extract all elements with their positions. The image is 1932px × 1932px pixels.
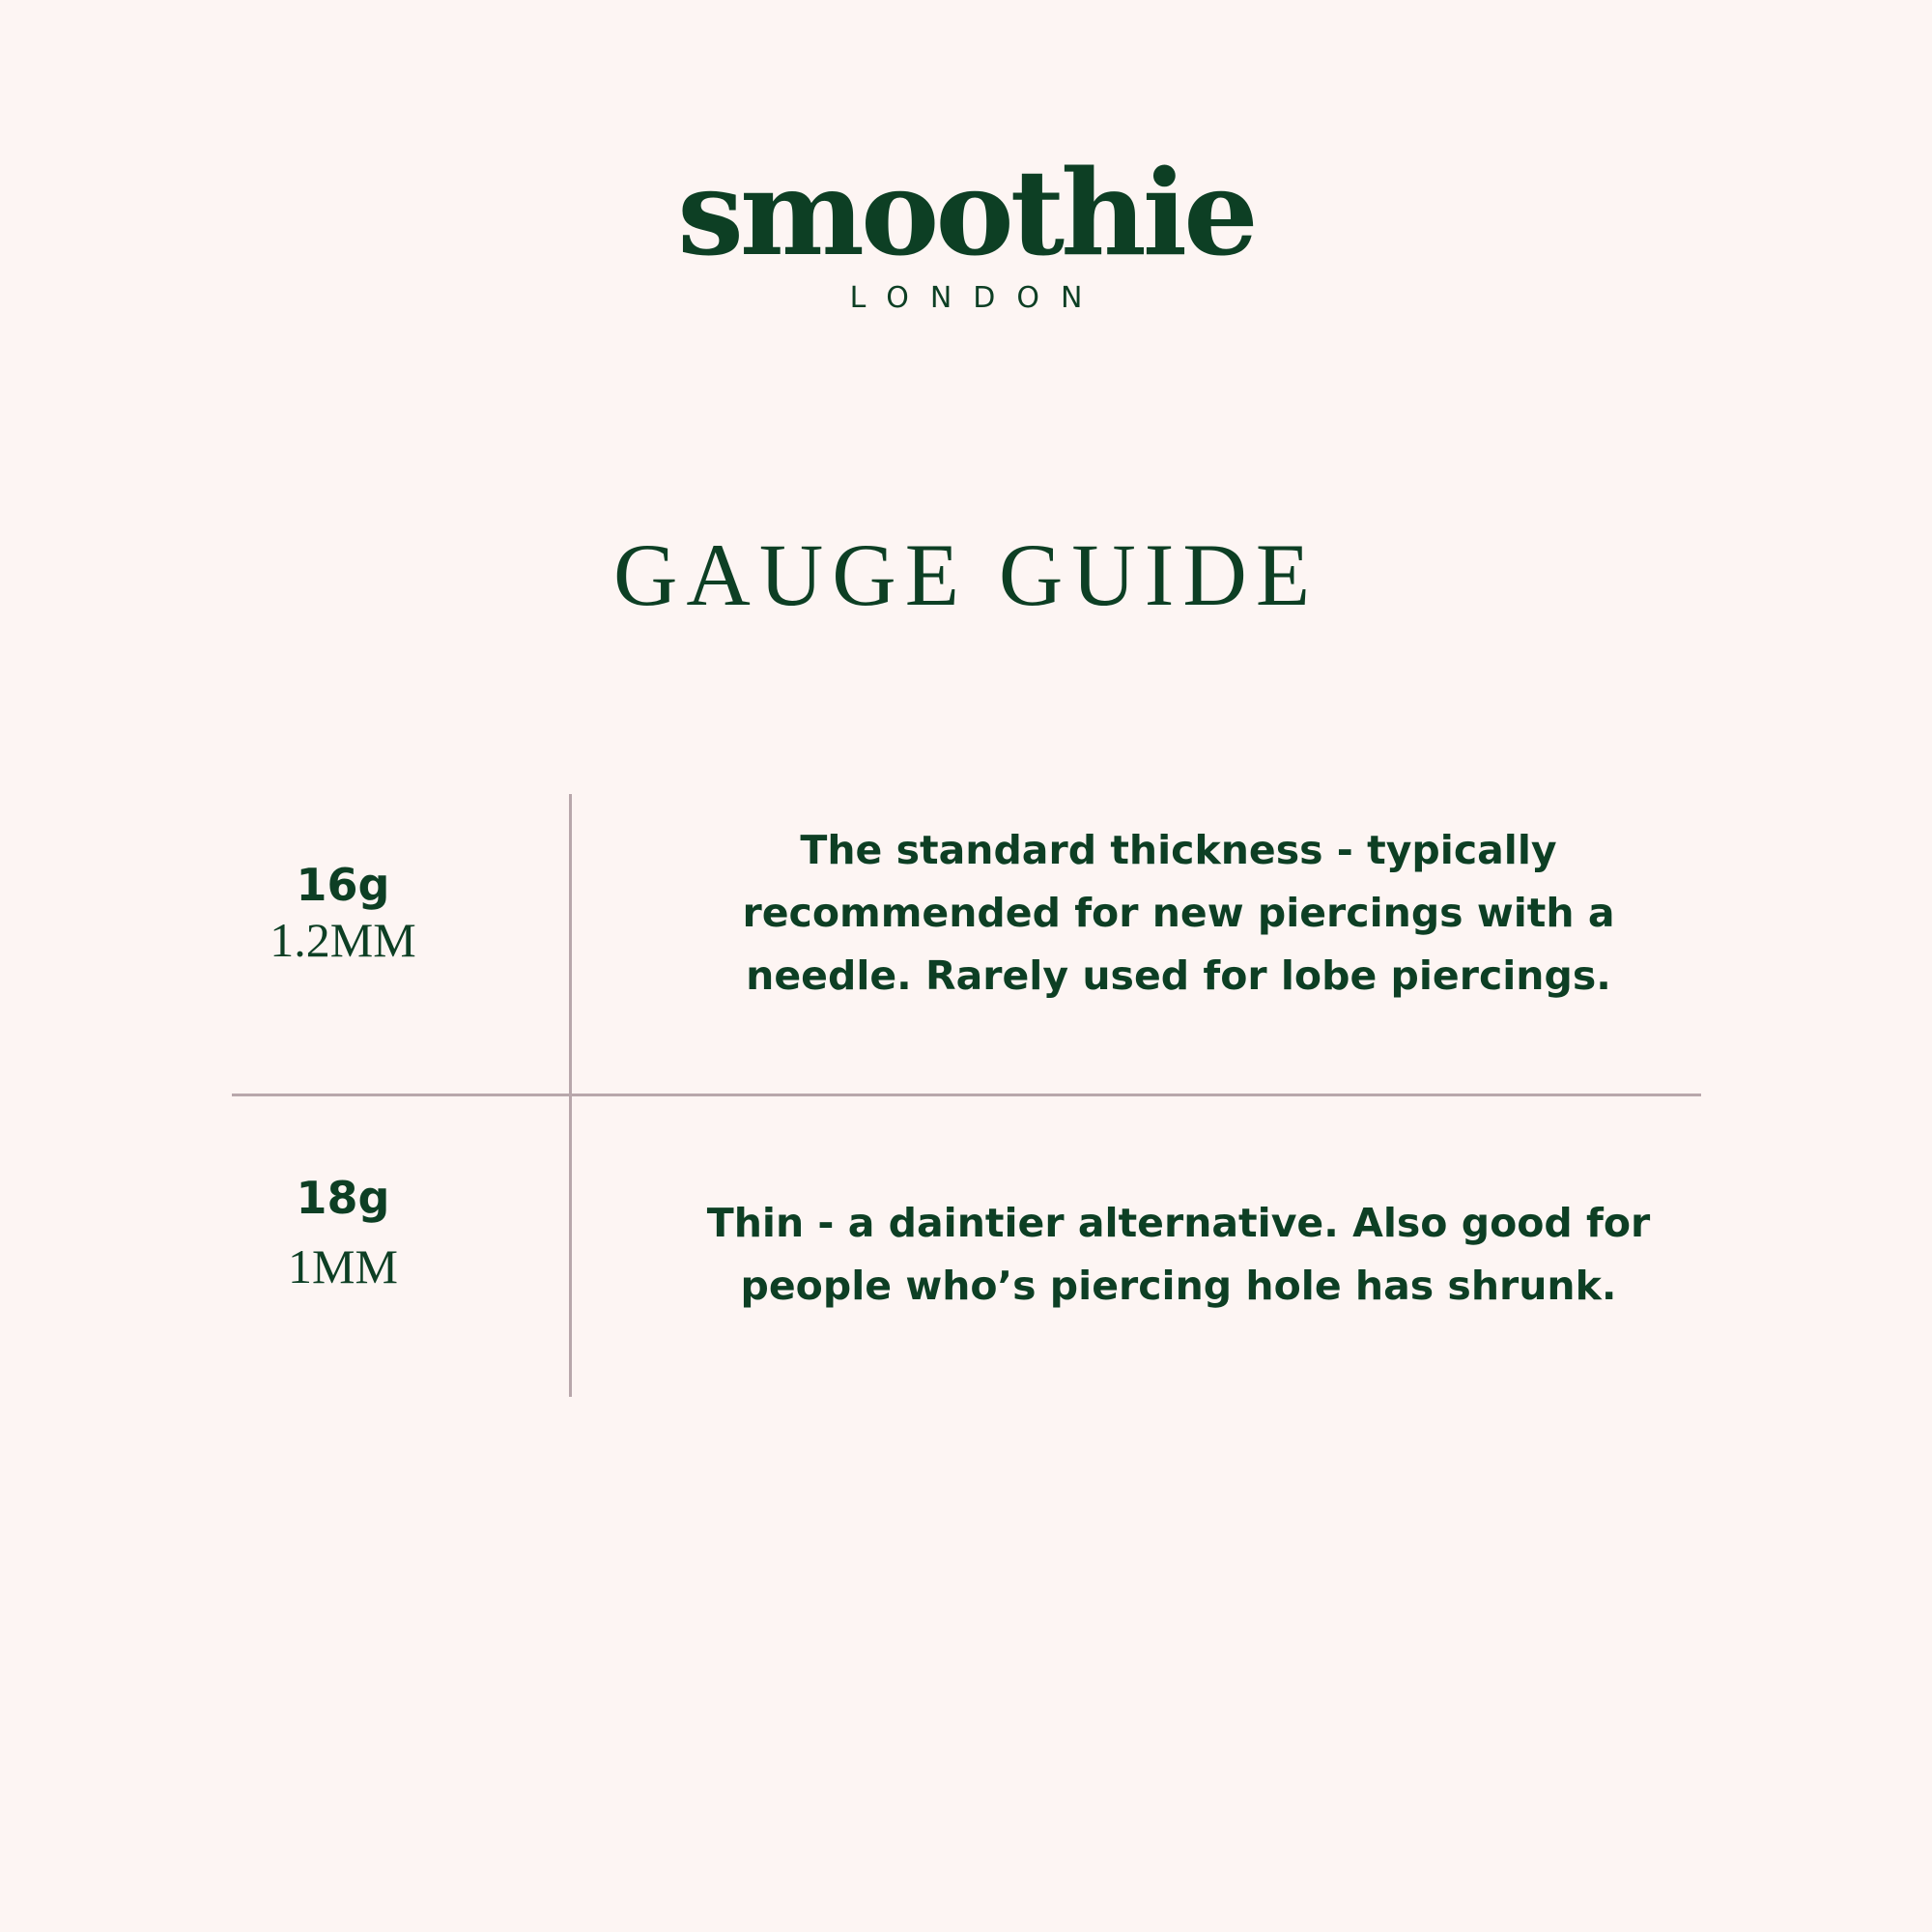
description-line: people who’s piercing hole has shrunk. xyxy=(740,1263,1617,1309)
gauge-description-16g xyxy=(676,819,1681,1008)
description-line: The standard thickness - typically xyxy=(800,827,1557,873)
gauge-mm: 1MM xyxy=(288,1239,398,1293)
gauge-size: 16g xyxy=(296,859,390,911)
brand-logo xyxy=(0,143,1932,316)
description-line: Thin - a daintier alternative. Also good for xyxy=(706,1200,1651,1246)
description-line: recommended for new piercings with a xyxy=(742,890,1615,936)
gauge-description-18g xyxy=(676,1192,1681,1318)
description-line: needle. Rarely used for lobe piercings. xyxy=(746,952,1611,999)
gauge-size: 18g xyxy=(296,1172,390,1224)
gauge-cell-18g xyxy=(232,1171,454,1294)
row-divider xyxy=(232,1094,1701,1096)
brand-location: LONDON xyxy=(849,281,1104,315)
gauge-cell-16g xyxy=(232,858,454,968)
brand-name: smoothie xyxy=(677,143,1255,282)
gauge-mm: 1.2MM xyxy=(270,913,416,967)
page-title: GAUGE GUIDE xyxy=(612,526,1320,624)
